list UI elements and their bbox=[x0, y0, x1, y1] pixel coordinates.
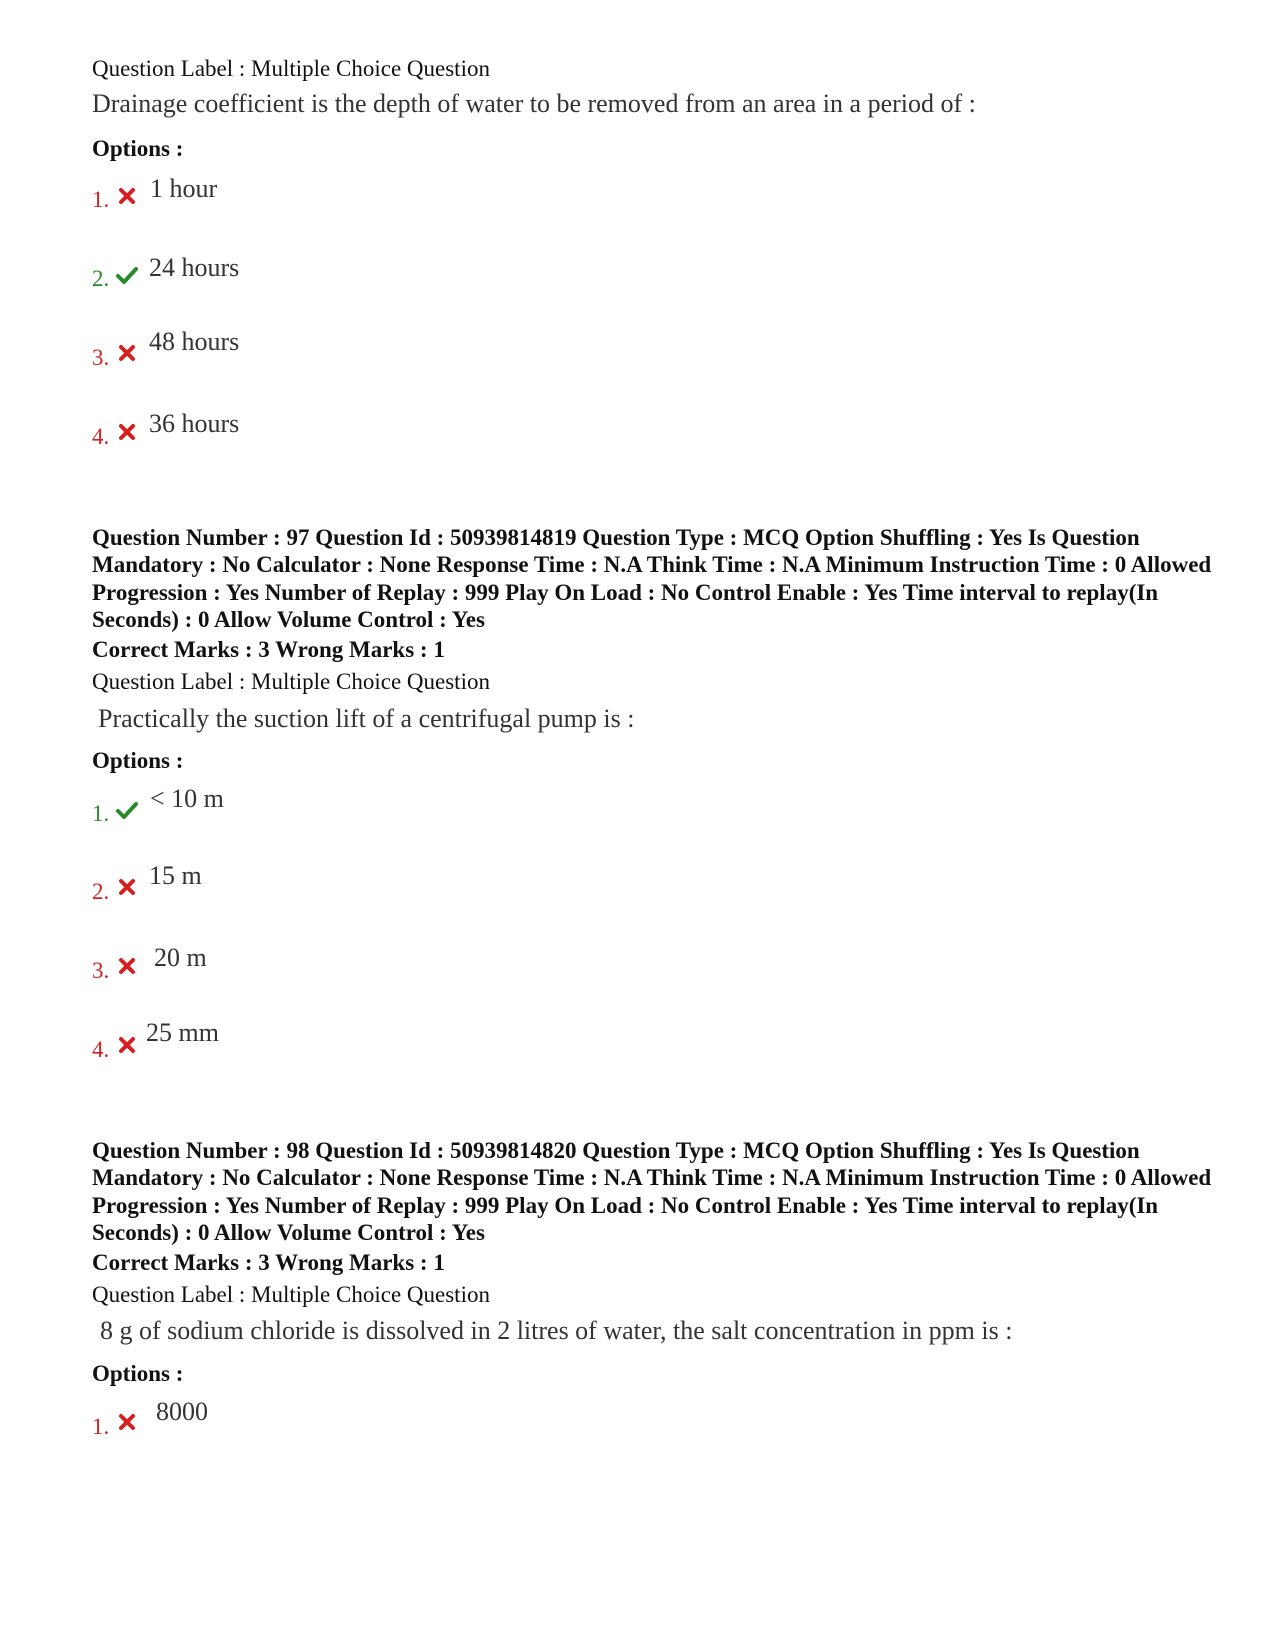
question-text: Drainage coefficient is the depth of water to be removed from an area in a period of : bbox=[92, 89, 976, 118]
option-number: 4. bbox=[92, 1037, 110, 1062]
option-number: 1. bbox=[92, 1414, 110, 1439]
option-text: 24 hours bbox=[149, 253, 240, 282]
option-number: 1. bbox=[92, 801, 110, 826]
check-mark-icon bbox=[116, 265, 138, 285]
options-heading: Options : bbox=[92, 136, 184, 161]
option-text: 48 hours bbox=[149, 327, 240, 356]
question-label: Question Label : Multiple Choice Question bbox=[92, 1282, 490, 1307]
option-number: 3. bbox=[92, 345, 110, 370]
cross-mark-icon bbox=[117, 422, 137, 442]
cross-mark-icon bbox=[117, 1035, 137, 1055]
cross-mark-icon bbox=[117, 343, 137, 363]
option-text: < 10 m bbox=[150, 784, 224, 813]
question-text: 8 g of sodium chloride is dissolved in 2 litres of water, the salt concentration in ppm is : bbox=[100, 1316, 1013, 1345]
question-marks: Correct Marks : 3 Wrong Marks : 1 bbox=[92, 637, 445, 662]
option-text: 36 hours bbox=[149, 409, 240, 438]
option-text: 1 hour bbox=[150, 174, 218, 203]
options-heading: Options : bbox=[92, 748, 184, 773]
question-meta: Question Number : 97 Question Id : 50939814819 Question Type : MCQ Option Shuffling : Yes Is Question Mandatory : No Calculator : None Response Time : N.A Think Time : N.A Minimum Instruction Time : 0 Allowed Progression : Yes Number of Replay : 999 Play On Load : No Control Enable : Yes Time interval to replay(In Seconds) : 0 Allow Volume Control : Yes bbox=[92, 525, 1212, 632]
question-meta: Question Number : 98 Question Id : 50939814820 Question Type : MCQ Option Shuffling : Yes Is Question Mandatory : No Calculator : None Response Time : N.A Think Time : N.A Minimum Instruction Time : 0 Allowed Progression : Yes Number of Replay : 999 Play On Load : No Control Enable : Yes Time interval to replay(In Seconds) : 0 Allow Volume Control : Yes bbox=[92, 1138, 1212, 1245]
option-text: 25 mm bbox=[146, 1018, 219, 1047]
option-number: 3. bbox=[92, 958, 110, 983]
option-number: 2. bbox=[92, 879, 110, 904]
option-number: 4. bbox=[92, 424, 110, 449]
option-text: 8000 bbox=[156, 1397, 208, 1426]
cross-mark-icon bbox=[117, 1412, 137, 1432]
check-mark-icon bbox=[116, 800, 138, 820]
cross-mark-icon bbox=[117, 877, 137, 897]
option-text: 20 m bbox=[154, 943, 207, 972]
question-label: Question Label : Multiple Choice Question bbox=[92, 669, 490, 694]
option-text: 15 m bbox=[149, 861, 202, 890]
cross-mark-icon bbox=[117, 956, 137, 976]
question-marks: Correct Marks : 3 Wrong Marks : 1 bbox=[92, 1250, 445, 1275]
question-text: Practically the suction lift of a centrifugal pump is : bbox=[98, 704, 635, 733]
option-number: 2. bbox=[92, 266, 110, 291]
option-number: 1. bbox=[92, 187, 110, 212]
options-heading: Options : bbox=[92, 1361, 184, 1386]
cross-mark-icon bbox=[117, 186, 137, 206]
question-label: Question Label : Multiple Choice Question bbox=[92, 56, 490, 81]
